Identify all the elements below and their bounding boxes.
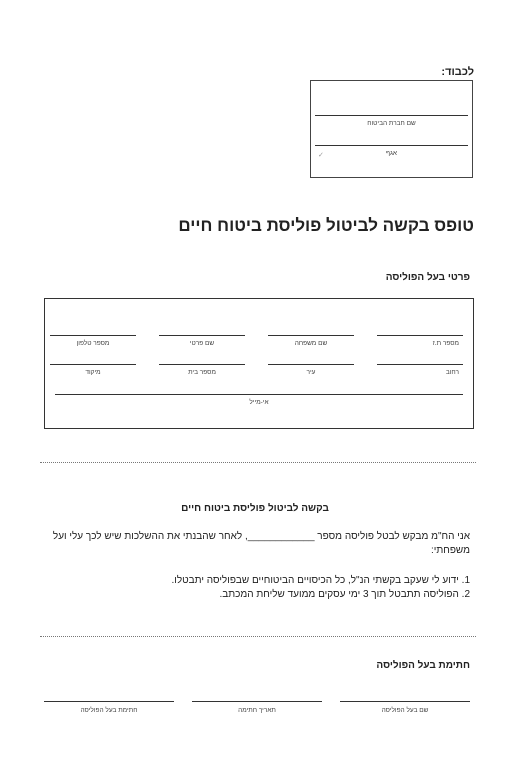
form-title: טופס בקשה לביטול פוליסת ביטוח חיים — [178, 216, 474, 235]
holder-details-box — [44, 298, 474, 429]
city-field[interactable]: עיר — [268, 364, 354, 376]
request-item-2: 2. הפוליסה תתבטל תוך 3 ימי עסקים ממועד שליחת המכתב. — [219, 589, 470, 600]
company-name-caption: שם חברת הביטוח — [367, 120, 416, 127]
section-divider — [40, 462, 476, 463]
zip-code-field[interactable]: מיקוד — [50, 364, 136, 376]
holder-name-field[interactable]: שם בעל הפוליסה — [340, 701, 470, 714]
id-number-field[interactable]: מספר ת.ז — [377, 335, 463, 347]
recipient-heading: לכבוד: — [441, 66, 474, 78]
last-name-field[interactable]: שם משפחה — [268, 335, 354, 347]
signature-date-field[interactable]: תאריך חתימה — [192, 701, 322, 714]
department-line[interactable] — [315, 145, 468, 146]
section-divider — [40, 636, 476, 637]
signature-heading: חתימת בעל הפוליסה — [376, 660, 470, 671]
request-statement: אני הח"מ מבקש לבטל פוליסה מספר ____________, לאחר שהבנתי את ההשלכות שיש לכך עלי ועל משפחתי: — [52, 531, 470, 556]
recipient-box — [310, 80, 473, 178]
phone-number-field[interactable]: מספר טלפון — [50, 335, 136, 347]
street-field[interactable]: רחוב — [377, 364, 463, 376]
company-name-line[interactable] — [315, 115, 468, 116]
department-caption: אגף — [386, 150, 397, 157]
request-heading: בקשה לביטול פוליסת ביטוח חיים — [181, 503, 329, 514]
first-name-field[interactable]: שם פרטי — [159, 335, 245, 347]
holder-details-heading: פרטי בעל הפוליסה — [385, 272, 470, 283]
house-number-field[interactable]: מספר בית — [159, 364, 245, 376]
holder-signature-field[interactable]: חתימת בעל הפוליסה — [44, 701, 174, 714]
checkmark-icon: ✓ — [318, 152, 324, 159]
email-field[interactable]: אי-מייל — [55, 394, 463, 406]
request-item-1: 1. ידוע לי שעקב בקשתי הנ"ל, כל הכיסויים הביטוחיים שבפוליסה יתבטלו. — [171, 575, 470, 586]
